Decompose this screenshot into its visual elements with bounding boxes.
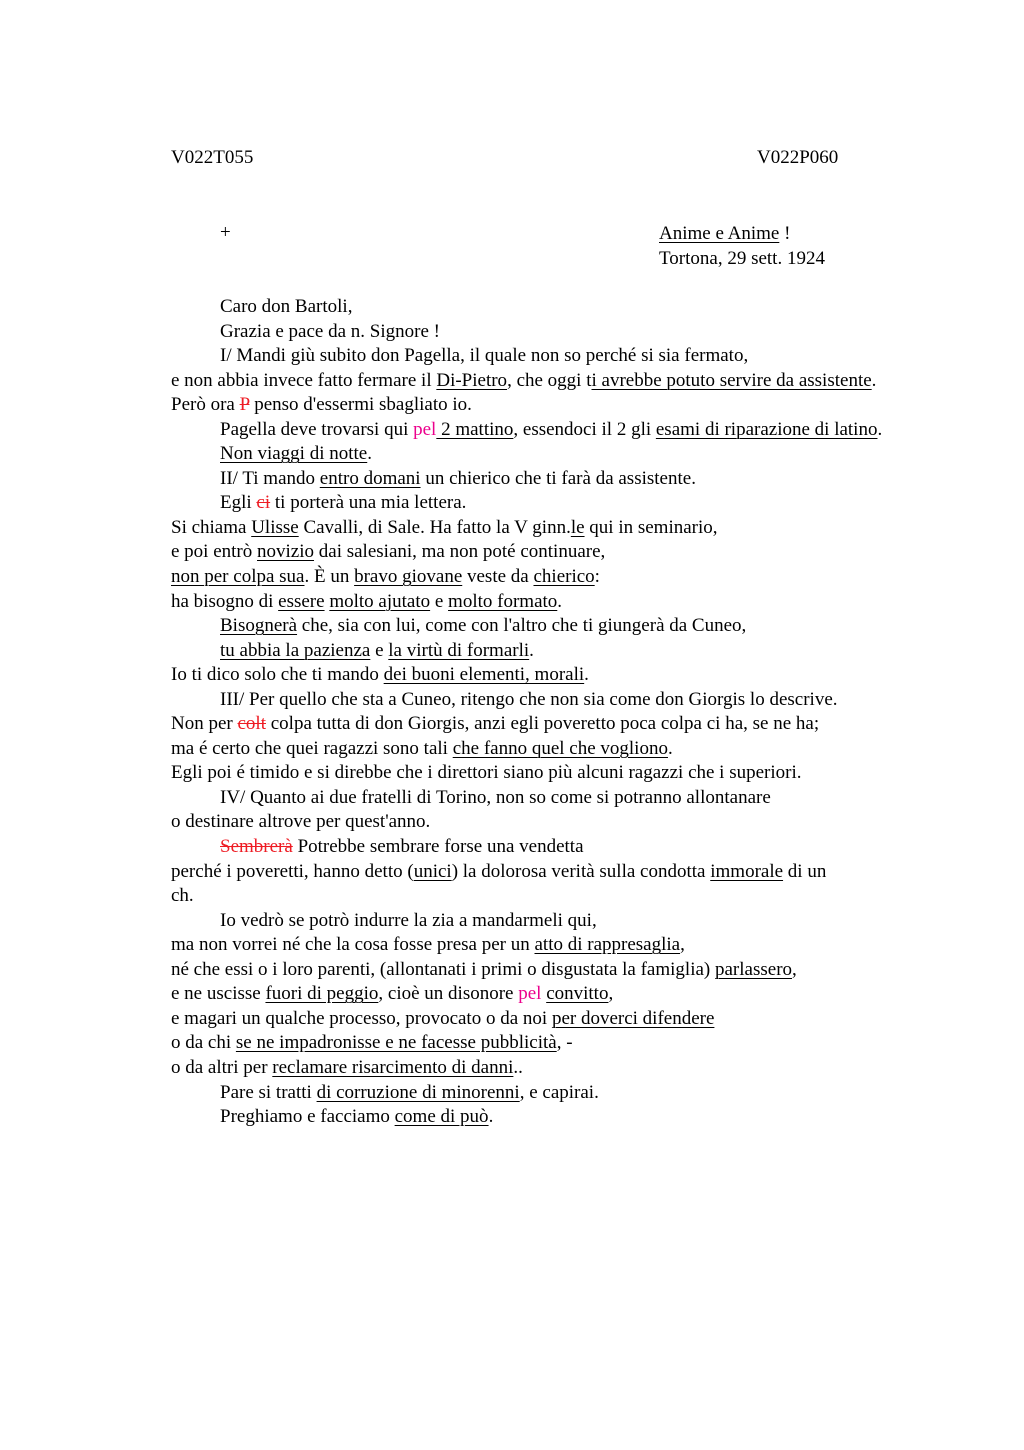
text-segment: Io ti dico solo che ti mando — [171, 664, 384, 686]
text-segment: , che oggi t — [507, 369, 592, 391]
text-line — [171, 712, 971, 737]
underlined-text: convitto — [546, 983, 609, 1005]
deleted-text: ci — [256, 492, 271, 514]
text-segment: e poi entrò — [171, 541, 258, 563]
text-line — [171, 565, 971, 590]
underlined-text: Bisognerà — [220, 615, 298, 637]
text-segment: Però ora — [171, 394, 240, 416]
underlined-text: esami di riparazione di latino — [655, 418, 878, 440]
text-segment: dai salesiani, ma non poté continuare, — [314, 541, 606, 563]
text-line — [171, 958, 971, 983]
underlined-text: che fanno quel che vogliono — [452, 737, 668, 759]
text-segment: o da chi — [171, 1032, 236, 1054]
text-segment: , essendoci il 2 gli — [513, 418, 656, 440]
underlined-text: reclamare risarcimento di danni — [272, 1056, 514, 1078]
place-date: Tortona, 29 sett. 1924 — [659, 247, 825, 269]
deleted-text: colt — [237, 713, 266, 735]
text-segment: Non per — [171, 713, 238, 735]
underlined-text: novizio — [257, 541, 315, 563]
underlined-text: di corruzione di minorenni — [316, 1081, 520, 1103]
text-segment: che, sia con lui, come con l'altro che ti giungerà da Cuneo, — [297, 615, 747, 637]
underlined-text: molto ajutato — [329, 590, 431, 612]
text-line — [171, 295, 971, 320]
text-segment: Potrebbe sembrare forse una vendetta — [292, 836, 584, 858]
text-segment: : — [594, 566, 600, 588]
underlined-text: tu abbia la pazienza — [220, 639, 371, 661]
text-segment: . — [877, 418, 883, 440]
text-segment: qui in seminario, — [584, 516, 718, 538]
text-segment: Caro don Bartoli, — [220, 296, 353, 317]
underlined-text: entro domani — [319, 467, 421, 489]
text-segment: Egli poi é timido e si direbbe che i direttori siano più alcuni ragazzi che i superiori. — [171, 762, 802, 784]
underlined-text: fuori di peggio — [265, 983, 379, 1005]
text-segment: , - — [556, 1032, 573, 1054]
text-segment: colpa tutta di don Giorgis, anzi egli poveretto poca colpa ci ha, se ne ha; — [265, 713, 820, 735]
text-line — [171, 320, 971, 345]
text-segment: I/ Mandi giù subito don Pagella, il quale non so perché si sia fermato, — [220, 345, 749, 367]
text-segment: Preghiamo e facciamo — [220, 1106, 395, 1128]
text-segment: ma non vorrei né che la cosa fosse presa per un — [171, 934, 535, 956]
text-segment: e magari un qualche processo, provocato o da noi — [171, 1007, 552, 1029]
text-segment: un chierico che ti farà da assistente. — [420, 467, 696, 489]
title-block — [659, 222, 825, 271]
letter-title-mark: ! — [779, 223, 791, 244]
text-line — [171, 737, 971, 762]
underlined-text: Non viaggi di notte — [220, 443, 368, 465]
text-segment: . — [557, 590, 563, 612]
text-segment: IV/ Quanto ai due fratelli di Torino, non so come si potranno allontanare — [220, 786, 771, 808]
text-line — [171, 491, 971, 516]
inserted-text: pel — [413, 418, 437, 440]
underlined-text: unici — [413, 860, 452, 882]
inserted-text: pel — [518, 983, 542, 1005]
text-segment: , e capirai. — [519, 1081, 599, 1103]
text-line — [171, 639, 971, 664]
text-segment: , cioè un disonore — [378, 983, 519, 1005]
text-segment: . — [367, 443, 372, 465]
text-line — [171, 442, 971, 467]
text-segment: o da altri per — [171, 1056, 273, 1078]
text-line — [171, 1105, 971, 1130]
text-segment: . — [667, 737, 673, 759]
cross-mark: + — [220, 222, 231, 243]
text-line — [171, 786, 971, 811]
text-segment: Egli — [220, 492, 257, 514]
text-segment: ha bisogno di — [171, 590, 279, 612]
underlined-text: le — [570, 516, 585, 538]
text-line — [171, 982, 971, 1007]
underlined-text: immorale — [710, 860, 784, 882]
deleted-text: P — [239, 394, 250, 416]
text-segment: ti porterà una mia lettera. — [270, 492, 467, 514]
text-line — [171, 418, 971, 443]
underlined-text: chierico — [533, 566, 595, 588]
text-segment: , — [608, 983, 614, 1005]
text-segment: III/ Per quello che sta a Cuneo, ritengo che non sia come don Giorgis lo descrive. — [220, 688, 838, 710]
text-line — [171, 761, 971, 786]
document-code-left: V022T055 — [171, 147, 254, 168]
underlined-text: atto di rappresaglia — [534, 934, 681, 956]
text-line — [171, 1081, 971, 1106]
underlined-text: 2 mattino — [436, 418, 514, 440]
text-segment: Grazia e pace da n. Signore ! — [220, 320, 440, 342]
text-line — [171, 1056, 971, 1081]
text-segment: ma é certo che quei ragazzi sono tali — [171, 737, 453, 759]
text-line — [171, 688, 971, 713]
text-segment: e non abbia invece fatto fermare il — [171, 369, 437, 391]
letter-title-underlined: Anime e Anime — [659, 223, 780, 244]
underlined-text: Ulisse — [251, 516, 299, 538]
letter-title — [659, 222, 825, 247]
text-segment: né che essi o i loro parenti, (allontanati i primi o disgustata la famiglia) — [171, 958, 715, 980]
letter-body — [171, 295, 971, 1130]
text-segment: Pagella deve trovarsi qui — [220, 418, 414, 440]
text-line — [171, 884, 971, 909]
text-line — [171, 590, 971, 615]
text-segment: II/ Ti mando — [220, 467, 320, 489]
text-segment: , — [680, 934, 685, 956]
text-line — [171, 1031, 971, 1056]
text-line — [171, 1007, 971, 1032]
underlined-text: i avrebbe potuto servire da assistente — [591, 369, 872, 391]
text-segment: perché i poveretti, hanno detto ( — [171, 860, 414, 882]
text-line — [171, 344, 971, 369]
text-line — [171, 909, 971, 934]
underlined-text: essere — [278, 590, 325, 612]
text-segment: veste da — [462, 566, 534, 588]
underlined-text: come di può — [394, 1106, 489, 1128]
text-line — [171, 663, 971, 688]
text-segment: . — [584, 664, 589, 686]
text-line — [171, 467, 971, 492]
text-segment: ) la dolorosa verità sulla condotta — [451, 860, 711, 882]
underlined-text: non per colpa sua — [171, 566, 305, 588]
text-segment: . È un — [304, 566, 355, 588]
text-segment: Si chiama — [171, 516, 252, 538]
underlined-text: per doverci difendere — [551, 1007, 715, 1029]
underlined-text: la virtù di formarli — [388, 639, 530, 661]
text-segment: Cavalli, di Sale. Ha fatto la V ginn. — [298, 516, 571, 538]
text-segment: . — [871, 369, 877, 391]
text-segment: e — [430, 590, 449, 612]
underlined-text: parlassero — [715, 958, 793, 980]
text-line — [171, 860, 971, 885]
text-line — [171, 393, 971, 418]
underlined-text: bravo giovane — [354, 566, 463, 588]
text-line — [171, 540, 971, 565]
text-segment: . — [529, 639, 534, 661]
text-segment: di un — [783, 860, 827, 882]
text-line — [171, 835, 971, 860]
underlined-text: se ne impadronisse e ne facesse pubblicità — [235, 1032, 557, 1054]
underlined-text: Di-Pietro — [436, 369, 508, 391]
text-segment: ch. — [171, 885, 194, 907]
text-segment: o destinare altrove per quest'anno. — [171, 811, 431, 833]
text-segment: e — [370, 639, 389, 661]
text-segment: .. — [513, 1056, 523, 1078]
underlined-text: dei buoni elementi, morali — [383, 664, 585, 686]
text-segment: Io vedrò se potrò indurre la zia a mandarmeli qui, — [220, 909, 597, 931]
deleted-text: Sembrerà — [220, 836, 293, 858]
text-line — [171, 810, 971, 835]
text-segment: Pare si tratti — [220, 1081, 317, 1103]
text-line — [171, 614, 971, 639]
text-line — [171, 369, 971, 394]
text-line — [171, 933, 971, 958]
text-segment: , — [792, 958, 797, 980]
text-segment: e ne uscisse — [171, 983, 266, 1005]
document-code-right: V022P060 — [757, 147, 839, 168]
underlined-text: molto formato — [448, 590, 558, 612]
text-line — [171, 516, 971, 541]
text-segment: penso d'essermi sbagliato io. — [249, 394, 472, 416]
text-segment: . — [488, 1106, 494, 1128]
